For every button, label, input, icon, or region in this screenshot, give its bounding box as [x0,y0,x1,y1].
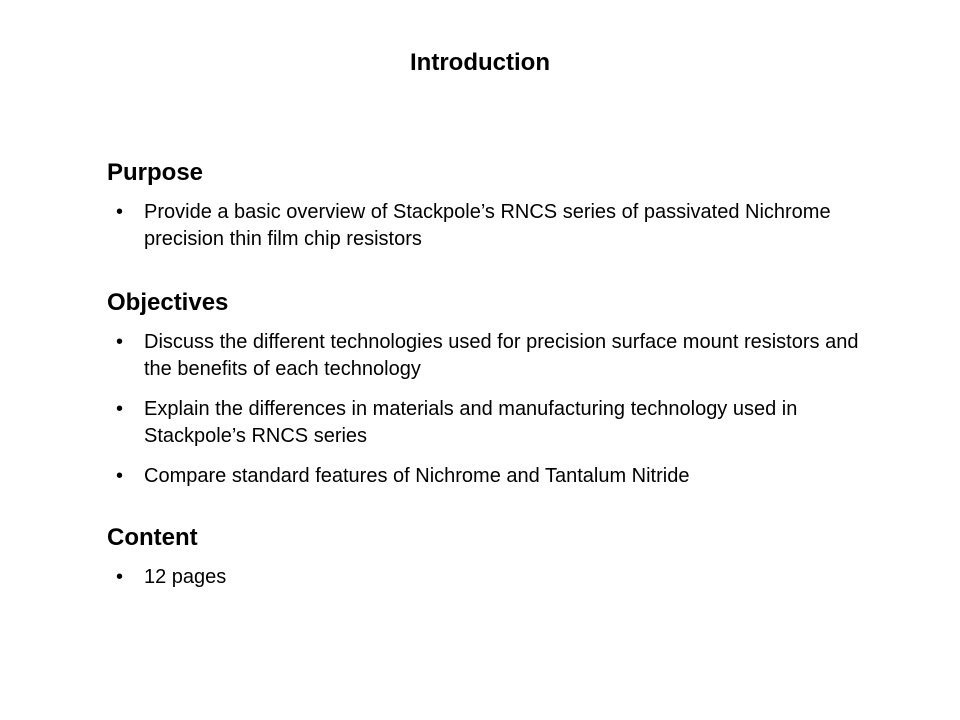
bullet-text: 12 pages [144,566,227,588]
section-purpose [107,157,867,253]
bullet-icon: • [116,566,124,588]
bullet-list-objectives [107,329,867,490]
bullet-item [107,396,867,450]
slide-title: Introduction [410,49,550,76]
section-heading-content: Content [107,524,198,551]
bullet-text: Provide a basic overview of Stackpole’s RNCS series of passivated Nichrome precision thin film chip resistors [144,201,831,250]
bullet-icon: • [116,465,124,487]
bullet-text: Discuss the different technologies used for precision surface mount resistors and the benefits of each technology [144,331,859,380]
bullet-text: Compare standard features of Nichrome and Tantalum Nitride [144,465,690,487]
section-heading-objectives: Objectives [107,289,229,316]
bullet-text: Explain the differences in materials and manufacturing technology used in Stackpole’s RNCS series [144,398,798,447]
bullet-item [107,199,867,253]
section-objectives [107,287,867,490]
bullet-list-content [107,564,867,591]
section-heading-purpose: Purpose [107,159,204,186]
bullet-item [107,329,867,383]
bullet-icon: • [116,331,124,353]
section-content [107,522,867,591]
bullet-item [107,564,867,591]
bullet-item [107,463,867,490]
bullet-icon: • [116,201,124,223]
bullet-icon: • [116,398,124,420]
bullet-list-purpose [107,199,867,253]
